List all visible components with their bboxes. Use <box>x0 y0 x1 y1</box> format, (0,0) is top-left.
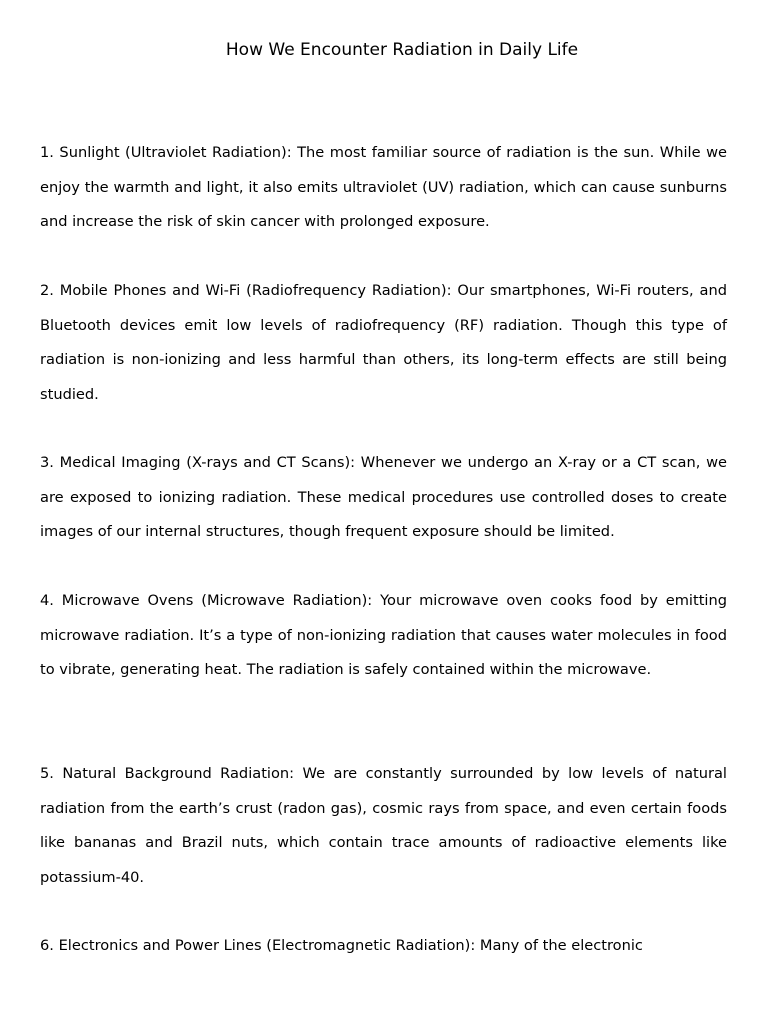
paragraph-electronics-power-lines: 6. Electronics and Power Lines (Electromagnetic Radiation): Many of the electronic <box>40 937 643 954</box>
paragraph-microwave-ovens: 4. Microwave Ovens (Microwave Radiation): Your microwave oven cooks food by emitting microwave radiation. It’s a type of non-ionizing radiation that causes water molecules in food to vibrate, generating heat. The radiation is safely contained within the microwave. <box>40 592 727 678</box>
paragraph-medical-imaging: 3. Medical Imaging (X-rays and CT Scans): Whenever we undergo an X-ray or a CT scan, we are exposed to ionizing radiation. These medical procedures use controlled doses to create images of our internal structures, though frequent exposure should be limited. <box>40 454 727 540</box>
paragraph-natural-background: 5. Natural Background Radiation: We are constantly surrounded by low levels of natural radiation from the earth’s crust (radon gas), cosmic rays from space, and even certain foods like bananas and Brazil nuts, which contain trace amounts of radioactive elements like potassium-40. <box>40 765 727 886</box>
document-title: How We Encounter Radiation in Daily Life <box>225 40 579 60</box>
paragraph-sunlight: 1. Sunlight (Ultraviolet Radiation): The most familiar source of radiation is the sun. While we enjoy the warmth and light, it also emits ultraviolet (UV) radiation, which can cause sunburns and increase the risk of skin cancer with prolonged exposure. <box>40 144 727 230</box>
paragraph-mobile-phones-wifi: 2. Mobile Phones and Wi-Fi (Radiofrequency Radiation): Our smartphones, Wi-Fi routers, and Bluetooth devices emit low levels of radiofrequency (RF) radiation. Though this type of radiation is non-ionizing and less harmful than others, its long-term effects are still being studied. <box>40 282 727 403</box>
